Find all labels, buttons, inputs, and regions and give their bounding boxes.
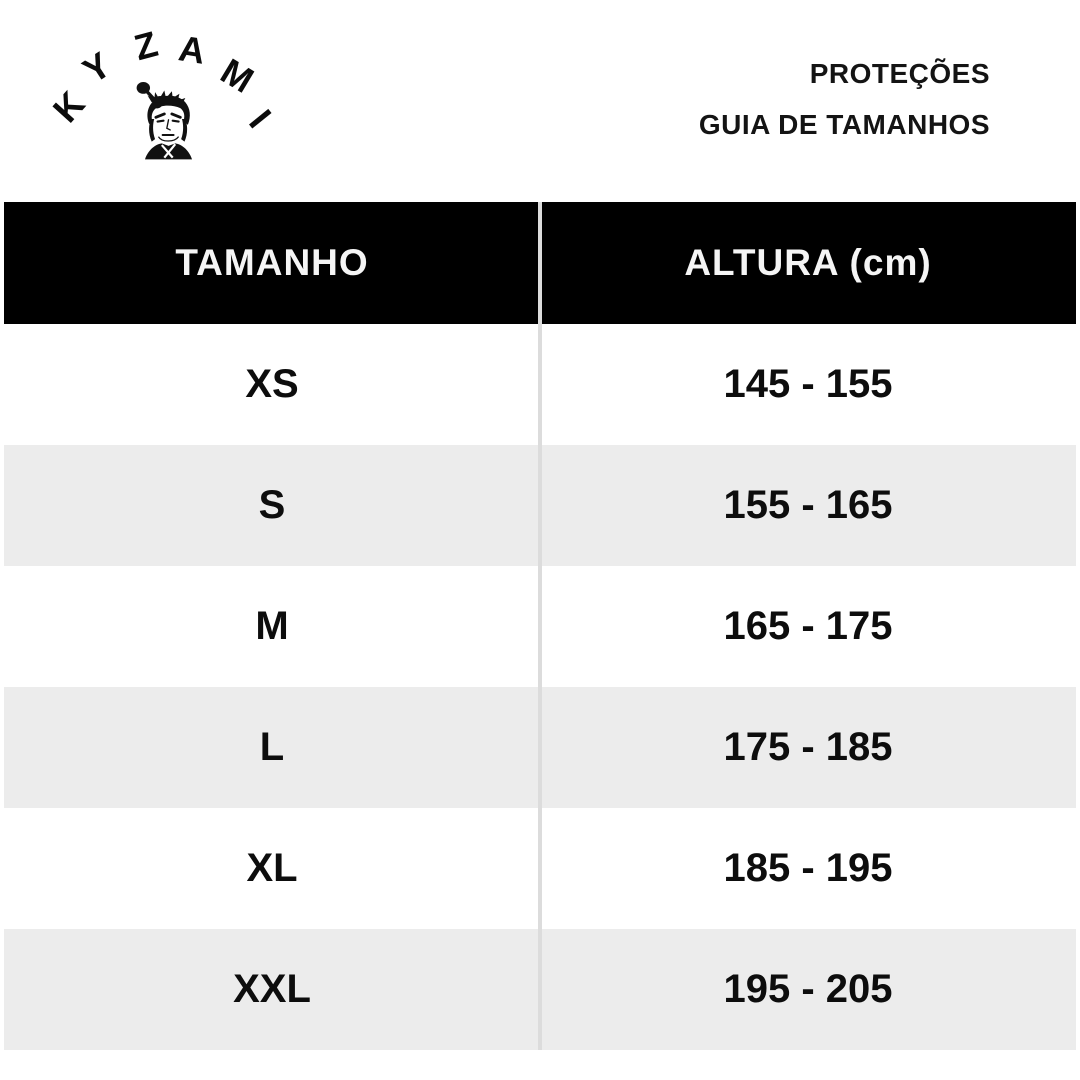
logo-letter: A xyxy=(176,27,209,72)
logo-letter: K xyxy=(44,83,93,131)
size-cell: XL xyxy=(246,846,298,890)
logo-letter: M xyxy=(213,50,261,101)
size-cell: L xyxy=(259,725,285,769)
logo-letter: I xyxy=(241,101,280,136)
size-cell: XS xyxy=(245,362,299,406)
logo-letter: Z xyxy=(129,22,162,69)
logo-letter: Y xyxy=(75,43,118,92)
brand-logo xyxy=(0,0,320,190)
size-cell: S xyxy=(258,483,286,527)
title-size-guide: GUIA DE TAMANHOS xyxy=(698,109,990,140)
height-cell: 195 - 205 xyxy=(723,967,893,1011)
height-cell: 175 - 185 xyxy=(723,725,893,769)
page-title xyxy=(699,48,990,150)
height-cell: 145 - 155 xyxy=(723,362,893,406)
height-cell: 155 - 165 xyxy=(723,483,893,527)
height-cell: 185 - 195 xyxy=(723,846,893,890)
size-cell: XXL xyxy=(233,967,311,1011)
size-cell: M xyxy=(255,604,289,648)
column-header-height: ALTURA (cm) xyxy=(684,242,932,283)
height-cell: 165 - 175 xyxy=(723,604,893,648)
title-category: PROTEÇÕES xyxy=(809,58,990,89)
samurai-face-icon xyxy=(124,72,208,166)
size-table xyxy=(0,202,1080,1050)
column-header-size: TAMANHO xyxy=(175,242,369,283)
column-divider xyxy=(538,202,542,1050)
